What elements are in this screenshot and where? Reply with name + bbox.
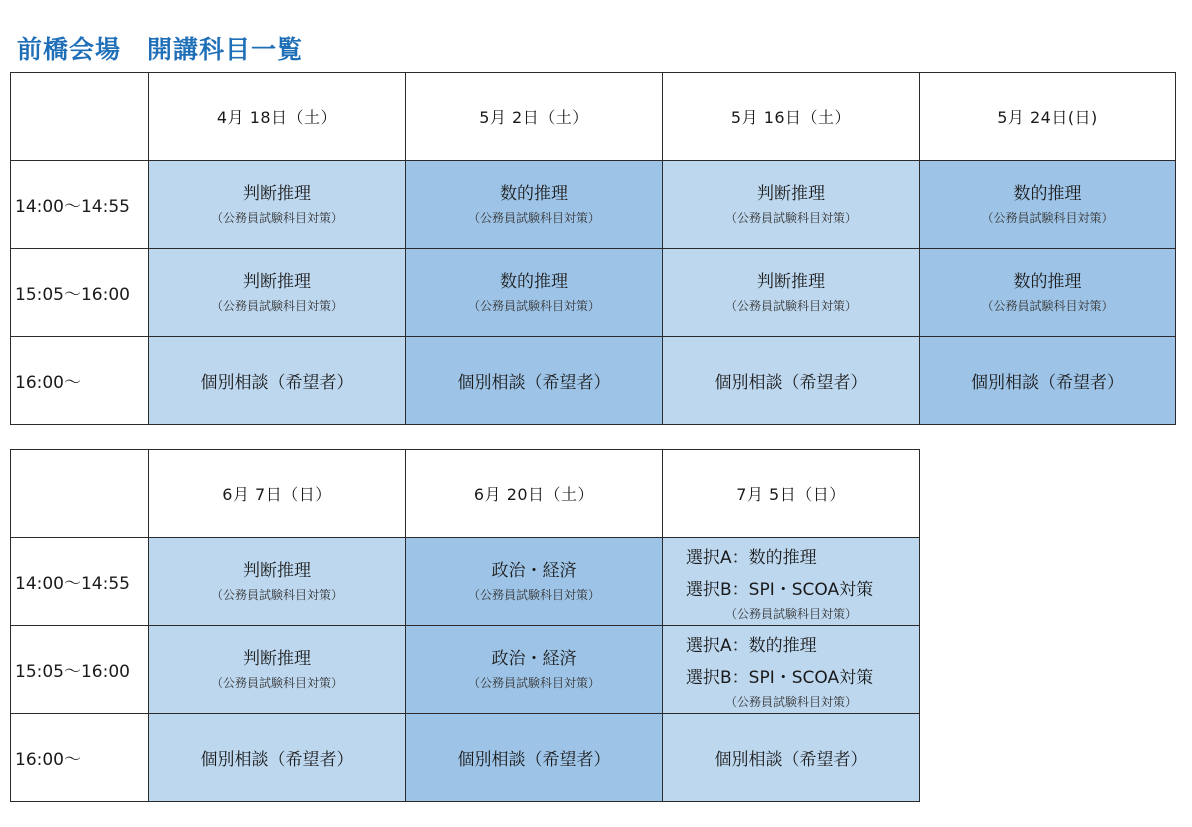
subject-name: 判断推理 xyxy=(757,183,825,204)
corner-cell xyxy=(11,73,149,161)
subject-note: （公務員試験科目対策） xyxy=(467,587,600,602)
subject-cell xyxy=(406,538,663,626)
schedule-table-2 xyxy=(10,449,920,802)
header-row xyxy=(11,73,1176,161)
subject-name: 判断推理 xyxy=(243,560,311,581)
subject-name: 判断推理 xyxy=(243,648,311,669)
date-header: 6月 20日（土） xyxy=(406,450,663,538)
elective-cell xyxy=(663,538,920,626)
time-label: 14:00～14:55 xyxy=(11,161,149,249)
corner-cell xyxy=(11,450,149,538)
subject-cell xyxy=(149,538,406,626)
time-row xyxy=(11,249,1176,337)
subject-cell xyxy=(406,249,663,337)
time-label: 15:05～16:00 xyxy=(11,249,149,337)
subject-name: 判断推理 xyxy=(243,183,311,204)
subject-cell xyxy=(149,161,406,249)
option-a: 選択A：数的推理 xyxy=(686,635,817,656)
subject-note: （公務員試験科目対策） xyxy=(724,210,857,225)
date-header: 5月 24日(日) xyxy=(920,73,1176,161)
date-header: 5月 2日（土） xyxy=(406,73,663,161)
subject-name: 判断推理 xyxy=(243,271,311,292)
subject-name: 政治・経済 xyxy=(491,648,577,669)
subject-cell xyxy=(920,249,1176,337)
subject-note: （公務員試験科目対策） xyxy=(981,298,1114,313)
subject-cell xyxy=(920,161,1176,249)
page-title: 前橋会場 開講科目一覧 xyxy=(17,35,304,64)
subject-note: （公務員試験科目対策） xyxy=(210,587,343,602)
schedule-table-1 xyxy=(10,72,1176,425)
date-header: 4月 18日（土） xyxy=(149,73,406,161)
elective-cell xyxy=(663,626,920,714)
subject-name: 数的推理 xyxy=(1013,271,1082,292)
date-header: 6月 7日（日） xyxy=(149,450,406,538)
subject-name: 政治・経済 xyxy=(491,560,577,581)
subject-note: （公務員試験科目対策） xyxy=(467,675,600,690)
consultation-cell: 個別相談（希望者） xyxy=(406,714,663,802)
time-label: 15:05～16:00 xyxy=(11,626,149,714)
subject-name: 数的推理 xyxy=(500,271,568,292)
time-row xyxy=(11,538,920,626)
time-row xyxy=(11,626,920,714)
subject-note: （公務員試験科目対策） xyxy=(210,210,343,225)
consultation-cell: 個別相談（希望者） xyxy=(149,337,406,425)
option-b: 選択B：SPI・SCOA対策 xyxy=(686,579,874,600)
subject-cell xyxy=(663,249,920,337)
time-label: 16:00～ xyxy=(11,714,149,802)
subject-cell xyxy=(149,249,406,337)
subject-note: （公務員試験科目対策） xyxy=(724,298,857,313)
subject-cell xyxy=(663,161,920,249)
subject-note: （公務員試験科目対策） xyxy=(210,298,343,313)
time-row xyxy=(11,714,920,802)
time-row xyxy=(11,337,1176,425)
subject-cell xyxy=(406,161,663,249)
subject-cell xyxy=(406,626,663,714)
option-note: （公務員試験科目対策） xyxy=(724,694,857,709)
subject-name: 判断推理 xyxy=(757,271,825,292)
option-a: 選択A：数的推理 xyxy=(686,547,817,568)
time-label: 16:00～ xyxy=(11,337,149,425)
time-label: 14:00～14:55 xyxy=(11,538,149,626)
consultation-cell: 個別相談（希望者） xyxy=(406,337,663,425)
consultation-cell: 個別相談（希望者） xyxy=(663,714,920,802)
date-header: 5月 16日（土） xyxy=(663,73,920,161)
option-b: 選択B：SPI・SCOA対策 xyxy=(686,667,874,688)
subject-name: 数的推理 xyxy=(1013,183,1082,204)
subject-note: （公務員試験科目対策） xyxy=(981,210,1114,225)
date-header: 7月 5日（日） xyxy=(663,450,920,538)
time-row xyxy=(11,161,1176,249)
consultation-cell: 個別相談（希望者） xyxy=(149,714,406,802)
subject-name: 数的推理 xyxy=(500,183,568,204)
consultation-cell: 個別相談（希望者） xyxy=(920,337,1176,425)
subject-note: （公務員試験科目対策） xyxy=(467,298,600,313)
subject-cell xyxy=(149,626,406,714)
subject-note: （公務員試験科目対策） xyxy=(467,210,600,225)
subject-note: （公務員試験科目対策） xyxy=(210,675,343,690)
consultation-cell: 個別相談（希望者） xyxy=(663,337,920,425)
header-row xyxy=(11,450,920,538)
option-note: （公務員試験科目対策） xyxy=(724,606,857,621)
